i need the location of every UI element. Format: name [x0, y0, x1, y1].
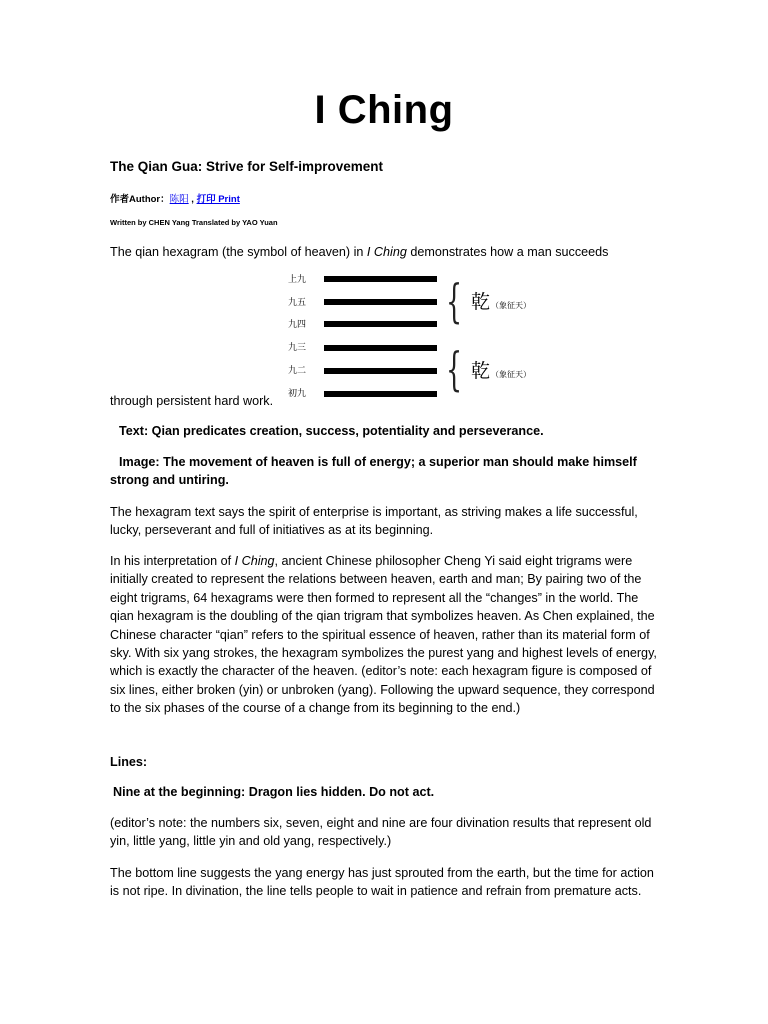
yang-line-third — [324, 345, 437, 351]
interpretation-paragraph — [110, 552, 658, 718]
author-line — [110, 191, 240, 205]
line-label-second: 九二 — [288, 366, 307, 376]
bottom-line-paragraph: The bottom line suggests the yang energy has just sprouted from the earth, but the time for action is not ripe. In divination, the line tells people to wait in patience and refrain from premature acts. — [110, 866, 654, 899]
line-label-top: 上九 — [288, 275, 307, 285]
line-label-fourth: 九四 — [288, 320, 307, 330]
author-label: 作者Author： — [110, 194, 170, 205]
intro-before: The qian hexagram (the symbol of heaven) in — [110, 245, 367, 259]
article-subtitle: The Qian Gua: Strive for Self-improvement — [110, 159, 384, 174]
author-link[interactable]: 陈阳 — [169, 194, 189, 205]
line-label-fifth: 九五 — [288, 298, 307, 308]
author-separator: , — [188, 194, 197, 205]
lower-trigram-char: 乾 — [471, 360, 491, 382]
upper-trigram-note: （象征天） — [491, 301, 531, 310]
line-label-bottom: 初九 — [288, 389, 307, 399]
yang-line-top — [324, 276, 437, 282]
upper-trigram-char: 乾 — [471, 291, 491, 313]
lines-heading: Lines: — [110, 755, 148, 769]
spirit-paragraph: The hexagram text says the spirit of enterprise is important, as striving makes a life successful, lucky, perseverant and full of initiatives as at its beginning. — [110, 505, 638, 538]
line-label-third: 九三 — [288, 343, 307, 353]
qian-hexagram-figure — [288, 268, 548, 408]
intro-book-title: I Ching — [366, 245, 407, 259]
page-title: I Ching — [314, 88, 454, 132]
intro-after: demonstrates how a man succeeds — [406, 245, 609, 259]
text-statement: Text: Qian predicates creation, success, potentiality and perseverance. — [119, 424, 544, 438]
interpretation-book-title: I Ching — [234, 554, 275, 568]
editor-note: (editor’s note: the numbers six, seven, eight and nine are four divination results that represent old yin, little yang, little yin and old yang, respectively.) — [110, 816, 652, 849]
interpretation-before: In his interpretation of — [110, 554, 235, 568]
intro-paragraph — [110, 243, 658, 261]
yang-line-fifth — [324, 299, 437, 305]
image-statement: Image: The movement of heaven is full of energy; a superior man should make himself strong and untiring. — [110, 455, 637, 488]
credit-line: Written by CHEN Yang Translated by YAO Yuan — [110, 218, 278, 227]
yang-line-fourth — [324, 321, 437, 327]
intro-continuation: through persistent hard work. — [110, 394, 274, 408]
lower-trigram-note: （象征天） — [491, 370, 531, 379]
lower-trigram-brace: { — [446, 342, 463, 396]
nine-at-beginning: Nine at the beginning: Dragon lies hidden. Do not act. — [113, 785, 435, 799]
upper-trigram-brace: { — [446, 274, 463, 328]
interpretation-after: , ancient Chinese philosopher Cheng Yi said eight trigrams were initially created to represent the relations between heaven, earth and man; By pairing two of the eight trigrams, 64 hexagrams were then formed to represent all the “changes” in the world. The qian hexagram is the doubling of the qian trigram that symbolizes heaven. As Chen explained, the Chinese character “qian” refers to the spiritual essence of heaven, rather than its material form of sky. With six yang strokes, the hexagram symbolizes the purest yang and highest levels of energy, which is exactly the character of the heaven. (editor’s note: each hexagram figure is composed of six lines, either broken (yin) or unbroken (yang). Following the upward sequence, they correspond to the six phases of the course of a change from its beginning to the end.) — [110, 554, 657, 716]
yang-line-second — [324, 368, 437, 374]
print-link[interactable]: 打印 Print — [196, 194, 240, 205]
